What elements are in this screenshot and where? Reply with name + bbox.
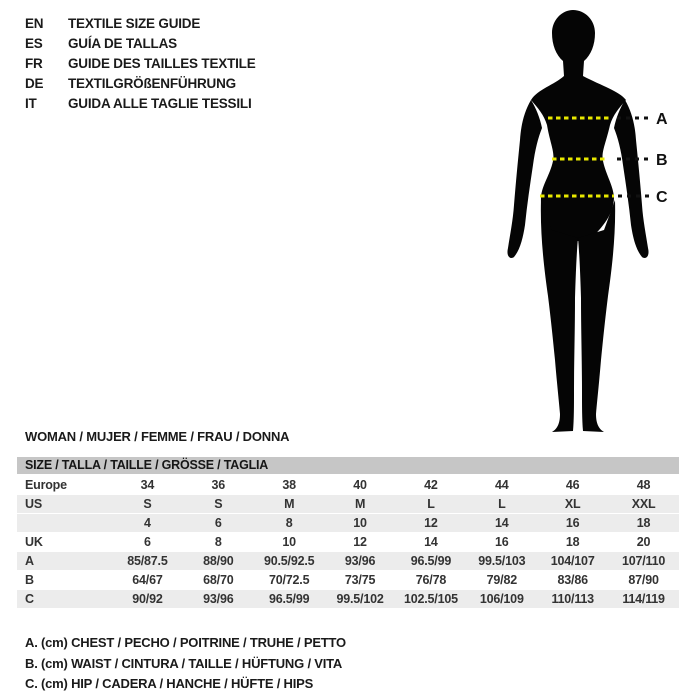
size-value: 99.5/102 (336, 592, 384, 606)
size-value: 93/96 (344, 554, 376, 568)
measure-label-hip: C (656, 189, 668, 206)
size-value: 88/90 (203, 554, 234, 568)
size-value: 6 (214, 516, 222, 530)
size-value: 16 (565, 516, 580, 530)
size-value: S (143, 497, 152, 511)
table-row (17, 514, 679, 533)
language-row (25, 14, 256, 34)
language-code: EN (25, 16, 44, 31)
size-value: 70/72.5 (269, 573, 310, 587)
table-row (17, 552, 679, 571)
woman-silhouette-figure (440, 0, 700, 440)
size-value: 18 (636, 516, 651, 530)
size-value: 87/90 (628, 573, 659, 587)
size-value: 34 (140, 478, 155, 492)
size-value: 40 (353, 478, 367, 492)
size-value: 14 (424, 535, 438, 549)
size-value: XXL (631, 497, 656, 511)
size-value: 110/113 (551, 592, 594, 606)
woman-silhouette (507, 10, 648, 432)
size-value: L (427, 497, 435, 511)
section-title: WOMAN / MUJER / FEMME / FRAU / DONNA (25, 429, 290, 444)
language-row (25, 34, 256, 54)
row-label: US (25, 497, 42, 511)
row-label: C (25, 592, 34, 606)
size-value: 85/87.5 (127, 554, 168, 568)
language-code: IT (25, 96, 37, 111)
size-value: 104/107 (550, 554, 595, 568)
size-value: 90/92 (132, 592, 163, 606)
size-value: 99.5/103 (478, 554, 526, 568)
row-label: B (25, 573, 34, 587)
row-label: UK (25, 535, 43, 549)
size-value: 107/110 (622, 554, 666, 568)
size-value: 106/109 (479, 592, 524, 606)
language-row (25, 54, 256, 74)
row-label: Europe (25, 478, 67, 492)
size-value: 68/70 (203, 573, 234, 587)
size-value: M (284, 497, 295, 511)
legend-item: C. (cm) HIP / CADERA / HANCHE / HÜFTE / HIPS (25, 676, 314, 691)
language-row (25, 94, 256, 114)
size-value: 46 (565, 478, 580, 492)
size-value: L (498, 497, 506, 511)
language-title-block (25, 14, 256, 114)
row-label (17, 514, 112, 532)
language-code: ES (25, 36, 43, 51)
legend-item: A. (cm) CHEST / PECHO / POITRINE / TRUHE / PETTO (25, 635, 346, 650)
size-value: 4 (144, 516, 151, 530)
measure-label-waist: B (656, 152, 668, 169)
size-value: 18 (565, 535, 580, 549)
size-value: 36 (211, 478, 226, 492)
size-value: 10 (282, 535, 296, 549)
size-value: 44 (495, 478, 509, 492)
size-value: 90.5/92.5 (264, 554, 315, 568)
size-table-body (17, 476, 679, 609)
guide-title-text: GUIDA ALLE TAGLIE TESSILI (68, 96, 252, 111)
language-code: DE (25, 76, 44, 91)
size-value: 38 (282, 478, 296, 492)
size-value: S (214, 497, 223, 511)
size-value: M (354, 497, 366, 511)
size-value: 8 (214, 535, 222, 549)
size-value: 96.5/99 (410, 554, 452, 568)
size-value: 6 (144, 535, 151, 549)
size-value: 76/78 (415, 573, 447, 587)
size-value: 8 (285, 516, 293, 530)
guide-title-text: GUIDE DES TAILLES TEXTILE (68, 56, 256, 71)
size-value: 12 (353, 535, 367, 549)
size-value: 12 (424, 516, 438, 530)
size-value: 73/75 (344, 573, 376, 587)
size-value: 10 (353, 516, 367, 530)
size-value: 114/119 (622, 592, 665, 606)
size-value: 96.5/99 (269, 592, 310, 606)
table-row (17, 476, 679, 495)
size-table (17, 457, 679, 609)
language-code: FR (25, 56, 43, 71)
table-row (17, 533, 679, 552)
size-value: 64/67 (132, 573, 163, 587)
size-value: 14 (495, 516, 509, 530)
size-value: 83/86 (557, 573, 588, 587)
guide-title-text: TEXTILE SIZE GUIDE (68, 16, 201, 31)
row-label: A (25, 554, 34, 568)
size-value: 48 (636, 478, 651, 492)
table-row (17, 495, 679, 514)
size-value: 42 (424, 478, 438, 492)
table-row (17, 571, 679, 590)
size-value: 93/96 (203, 592, 234, 606)
legend-item: B. (cm) WAIST / CINTURA / TAILLE / HÜFTUNG / VITA (25, 655, 343, 671)
size-table-header: SIZE / TALLA / TAILLE / GRÖSSE / TAGLIA (17, 457, 679, 474)
size-value: 102.5/105 (404, 592, 458, 606)
measurement-legend (25, 633, 346, 695)
language-row (25, 74, 256, 94)
size-value: 16 (495, 535, 509, 549)
size-value: 20 (636, 535, 651, 549)
table-row (17, 590, 679, 609)
guide-title-text: GUÍA DE TALLAS (68, 36, 177, 51)
size-value: 79/82 (486, 573, 517, 587)
measure-label-chest: A (656, 111, 668, 128)
guide-title-text: TEXTILGRÖßENFÜHRUNG (68, 76, 236, 91)
size-value: XL (564, 497, 581, 511)
